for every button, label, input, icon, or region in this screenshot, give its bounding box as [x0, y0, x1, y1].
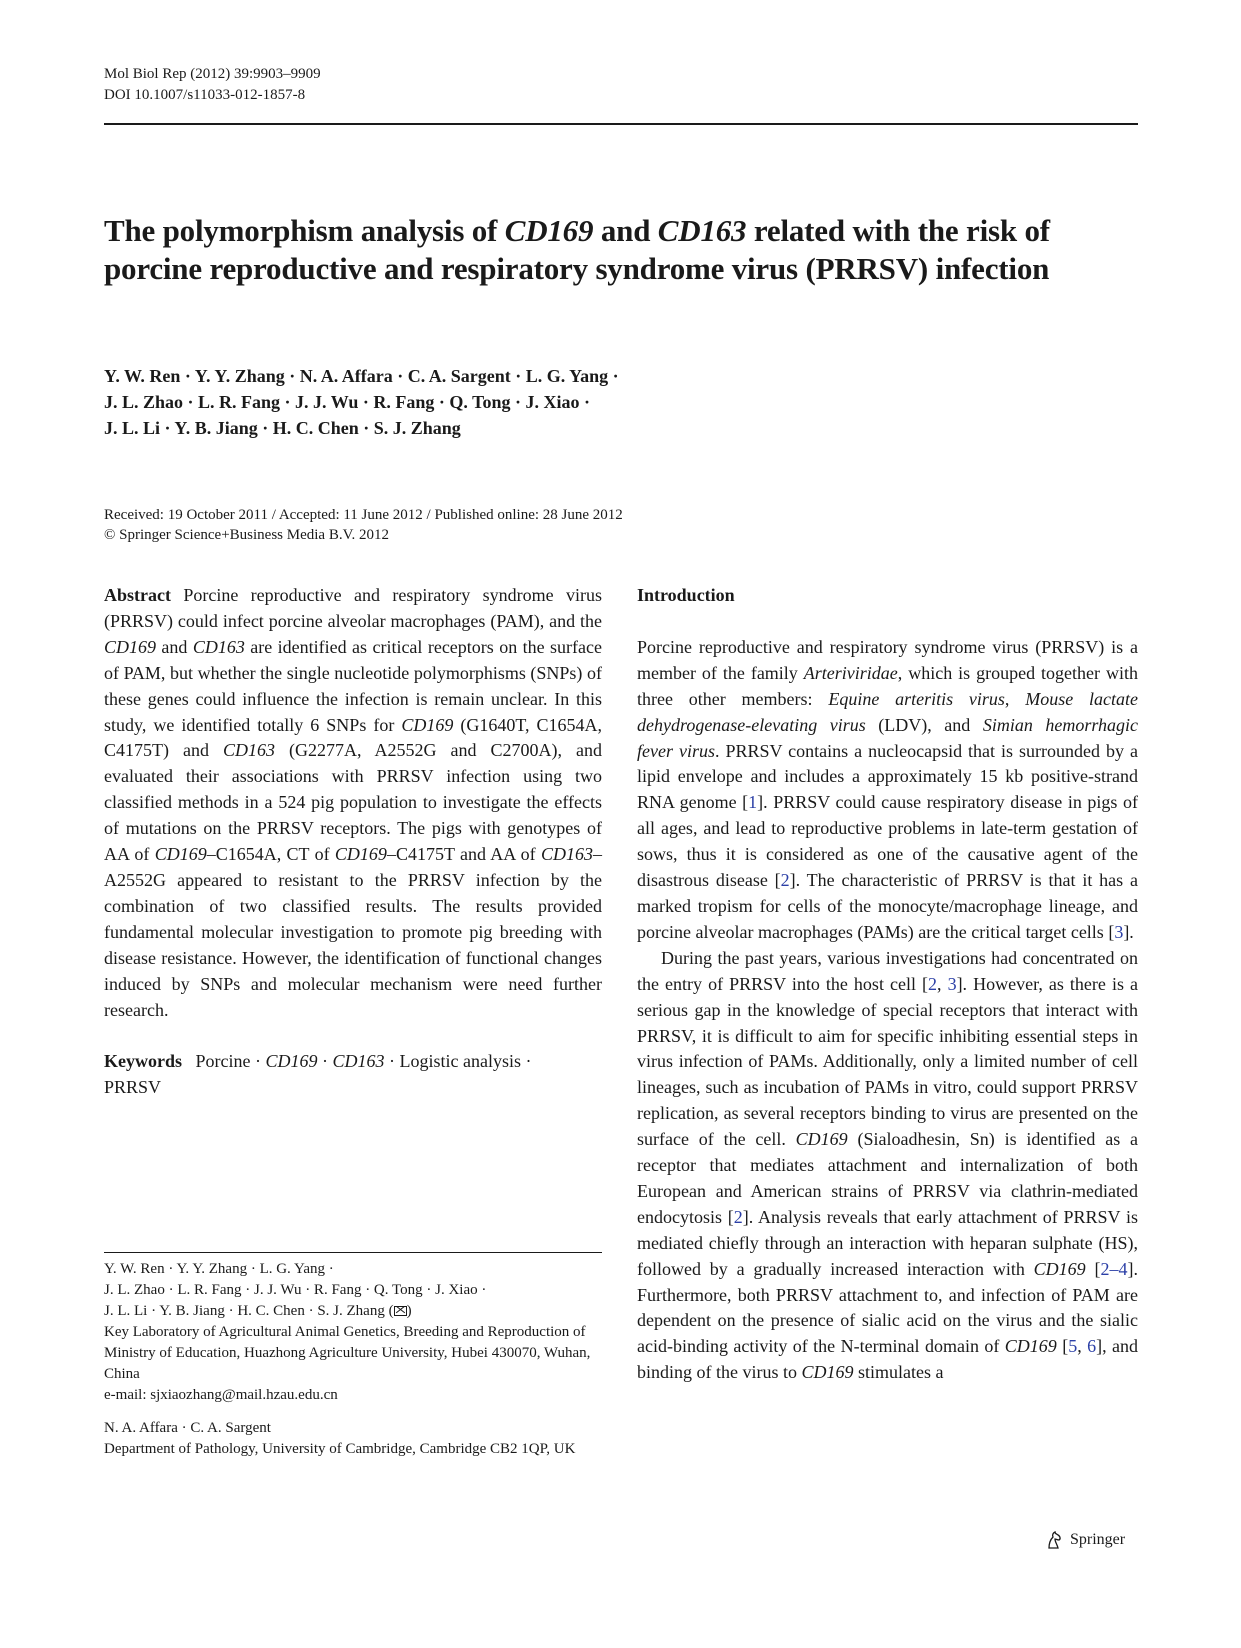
citation-link[interactable]: 3 [1114, 921, 1124, 942]
citation-link[interactable]: 2 [780, 870, 790, 891]
affiliations [104, 1259, 602, 1460]
footnote-rule [104, 1252, 602, 1253]
publication-dates [104, 505, 623, 545]
doi: DOI 10.1007/s11033-012-1857-8 [104, 87, 306, 103]
author-line: J. L. Zhao · L. R. Fang · J. J. Wu · R. Fang · Q. Tong · J. Xiao · [104, 392, 590, 412]
citation-link[interactable]: 2 [928, 973, 938, 994]
author-line: Y. W. Ren · Y. Y. Zhang · N. A. Affara · C. A. Sargent · L. G. Yang · [104, 366, 619, 386]
citation-link[interactable]: 2–4 [1100, 1258, 1128, 1279]
envelope-icon [394, 1306, 407, 1316]
abstract-heading: Abstract [104, 585, 171, 605]
affiliation: Department of Pathology, University of Cambridge, Cambridge CB2 1QP, UK [104, 1441, 576, 1457]
intro-paragraph: During the past years, various investigations had concentrated on the entry of PRRSV into the host cell [2, 3]. However, as there is a serious gap in the knowledge of special receptors that interact with PRRSV, it is difficult to aim for specific inhibiting essential steps in virus infection of PAMs. Additionally, only a limited number of cell lineages, such as incubation of PAMs in vitro, could support PRRSV replication, as several receptors binding to virus are presented on the surface of the cell. CD169 (Sialoadhesin, Sn) is identified as a receptor that mediates attachment and internalization of both European and American strains of PRRSV via clathrin-mediated endocytosis [2]. Analysis reveals that early attachment of PRRSV is mediated chiefly through an interaction with heparan sulphate (HS), followed by a gradually increased interaction with CD169 [2–4]. Furthermore, both PRRSV attachment to, and infection of PAM are dependent on the presence of sialic acid on the virus and the sialic acid-binding activity of the N-terminal domain of CD169 [5, 6], and binding of the virus to CD169 stimulates a [637, 947, 1139, 1383]
author-group: J. L. Zhao · L. R. Fang · J. J. Wu · R. Fang · Q. Tong · J. Xiao · [104, 1282, 487, 1298]
citation-link[interactable]: 3 [947, 973, 957, 994]
intro-paragraph: Porcine reproductive and respiratory syndrome virus (PRRSV) is a member of the family Arteriviridae, which is grouped together with three other members: Equine arteritis virus, Mouse lactate dehydrogenase-elevating virus (LDV), and Simian hemorrhagic fever virus. PRRSV contains a nucleocapsid that is surrounded by a lipid envelope and includes a approximately 15 kb positive-strand RNA genome [1]. PRRSV could cause respiratory disease in pigs of all ages, and lead to reproductive problems in late-term gestation of sows, thus it is considered as one of the causative agent of the disastrous disease [2]. The characteristic of PRRSV is that it has a marked tropism for cells of the monocyte/macrophage lineage, and porcine alveolar macrophages (PAMs) are the critical target cells [3]. [637, 636, 1138, 942]
citation-link[interactable]: 2 [733, 1206, 743, 1227]
citation-link[interactable]: 5 [1068, 1336, 1078, 1357]
springer-horse-icon [1044, 1530, 1064, 1550]
author-group: N. A. Affara · C. A. Sargent [104, 1420, 271, 1436]
citation-link[interactable]: 1 [748, 792, 758, 813]
author-line: J. L. Li · Y. B. Jiang · H. C. Chen · S. J. Zhang [104, 418, 461, 438]
affiliation: Key Laboratory of Agricultural Animal Genetics, Breeding and Reproduction of Ministry of Education, Huazhong Agriculture University, Hubei 430070, Wuhan, China [104, 1324, 591, 1382]
received-line: Received: 19 October 2011 / Accepted: 11 June 2012 / Published online: 28 June 2012 [104, 507, 623, 523]
keywords: Keywords Porcine · CD169 · CD163 · Logistic analysis · PRRSV [104, 1051, 532, 1098]
paper-title: The polymorphism analysis of CD169 and CD163 related with the risk of porcine reproductive and respiratory syndrome virus (PRRSV) infection [104, 213, 1050, 286]
author-list [104, 363, 904, 441]
abstract: Abstract Porcine reproductive and respiratory syndrome virus (PRRSV) could infect porcine alveolar macrophages (PAM), and the CD169 and CD163 are identified as critical receptors on the surface of PAM, but whether the single nucleotide polymorphisms (SNPs) of these genes could influence the infection is remain unclear. In this study, we identified totally 6 SNPs for CD169 (G1640T, C1654A, C4175T) and CD163 (G2277A, A2552G and C2700A), and evaluated their associations with PRRSV infection using two classified methods in a 524 pig population to investigate the effects of mutations on the PRRSV receptors. The pigs with genotypes of AA of CD169–C1654A, CT of CD169–C4175T and AA of CD163–A2552G appeared to resistant to the PRRSV infection by the combination of two classified results. The results provided fundamental molecular investigation to promote pig breeding with disease resistance. However, the identification of functional changes induced by SNPs and molecular mechanism were need further research. [104, 585, 603, 1020]
email[interactable]: e-mail: sjxiaozhang@mail.hzau.edu.cn [104, 1387, 338, 1403]
right-column [637, 583, 1138, 1386]
introduction-heading: Introduction [637, 585, 735, 605]
citation-link[interactable]: 6 [1087, 1336, 1097, 1357]
journal-citation: Mol Biol Rep (2012) 39:9903–9909 [104, 66, 321, 82]
publisher-name: Springer [1070, 1531, 1126, 1548]
left-column [104, 583, 602, 1101]
header-rule [104, 123, 1138, 125]
journal-header [104, 64, 321, 106]
author-group: Y. W. Ren · Y. Y. Zhang · L. G. Yang · [104, 1261, 334, 1277]
keywords-heading: Keywords [104, 1051, 182, 1072]
author-group: J. L. Li · Y. B. Jiang · H. C. Chen · S. J. Zhang ( ) [104, 1303, 412, 1319]
publisher-logo [1044, 1530, 1125, 1550]
copyright-line: © Springer Science+Business Media B.V. 2012 [104, 527, 389, 543]
